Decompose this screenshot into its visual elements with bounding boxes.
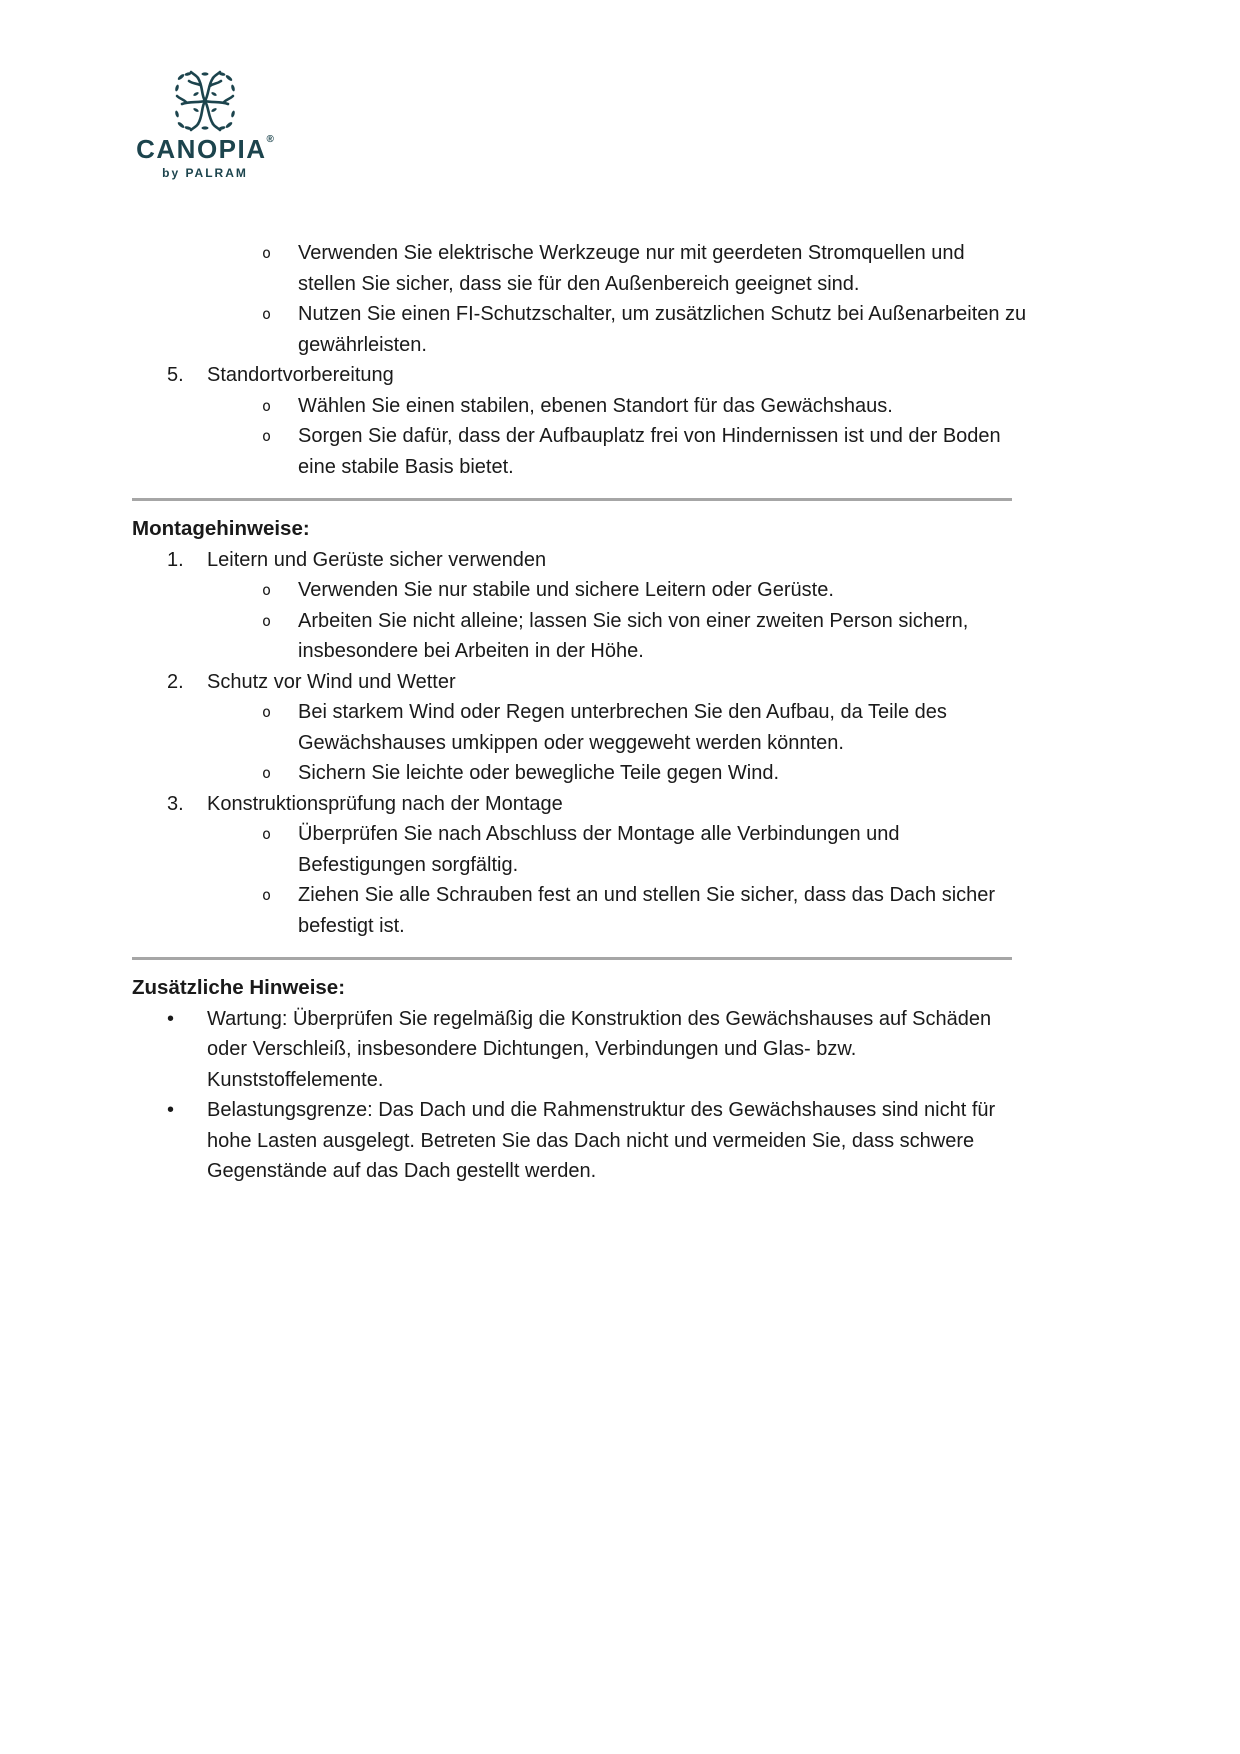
item-number: 1.: [167, 548, 184, 571]
sub-bullet-text: Sorgen Sie dafür, dass der Aufbauplatz frei von Hindernissen ist und der Boden eine stabile Basis bietet.: [298, 425, 1001, 478]
sub-bullet-text: Sichern Sie leichte oder bewegliche Teile gegen Wind.: [298, 762, 780, 784]
sub-bullet-text: Wählen Sie einen stabilen, ebenen Standort für das Gewächshaus.: [298, 394, 893, 417]
sub-bullet-item: [132, 299, 1028, 360]
sub-bullet-text: Überprüfen Sie nach Abschluss der Montage alle Verbindungen und Befestigungen sorgfältig.: [298, 823, 900, 876]
circle-bullet-icon: o: [262, 427, 272, 445]
bullet-item: [132, 1004, 1028, 1096]
circle-bullet-icon: o: [262, 611, 272, 630]
section-zusaetzliche-hinweise: [132, 973, 1028, 1187]
sub-bullet-item: [132, 575, 1028, 606]
sub-bullet-item: [132, 697, 1028, 758]
bullet-item: [132, 1095, 1028, 1187]
section-heading: Zusätzliche Hinweise:: [132, 976, 346, 999]
circle-bullet-icon: o: [262, 703, 272, 721]
numbered-item: [132, 667, 1028, 698]
document-content: [132, 238, 1028, 1187]
circle-bullet-icon: o: [262, 764, 272, 782]
sub-bullet-item: [132, 421, 1028, 482]
sub-bullet-item: [132, 880, 1028, 941]
sub-bullet-item: [132, 391, 1028, 422]
sub-bullet-item: [132, 758, 1028, 789]
registered-trademark-symbol: ®: [266, 134, 274, 145]
sub-bullet-text: Verwenden Sie elektrische Werkzeuge nur mit geerdeten Stromquellen und stellen Sie sicher, dass sie für den Außenbereich geeignet sind.: [298, 242, 965, 295]
disc-bullet-icon: •: [167, 1007, 175, 1030]
canopia-logo: [136, 70, 274, 180]
section-heading: Montagehinweise:: [132, 517, 310, 540]
circle-bullet-icon: o: [262, 825, 272, 843]
canopia-tree-icon: [172, 70, 238, 132]
sub-bullet-item: [132, 606, 1028, 667]
circle-bullet-icon: o: [262, 886, 272, 904]
item-title: Standortvorbereitung: [207, 364, 394, 386]
sub-bullet-item: [132, 819, 1028, 880]
bullet-text: Wartung: Überprüfen Sie regelmäßig die Konstruktion des Gewächshauses auf Schäden oder Verschleiß, insbesondere Dichtungen, Verbindungen und Glas- bzw. Kunststoffelemente.: [207, 1007, 992, 1091]
bullet-text: Belastungsgrenze: Das Dach und die Rahmenstruktur des Gewächshauses sind nicht für hohe Lasten ausgelegt. Betreten Sie das Dach nicht und vermeiden Sie, dass schwere Gegenstände auf das Dach gestellt werden.: [207, 1099, 996, 1182]
numbered-item: [132, 360, 1028, 391]
circle-bullet-icon: o: [262, 396, 272, 415]
item-number: 5.: [167, 364, 184, 386]
logo-tagline: by PALRAM: [162, 166, 248, 180]
section-montagehinweise: [132, 514, 1028, 941]
item-number: 2.: [167, 670, 184, 693]
numbered-item: [132, 789, 1028, 820]
circle-bullet-icon: o: [262, 581, 272, 599]
section-divider: [132, 498, 1012, 501]
numbered-item: [132, 545, 1028, 576]
sub-bullet-text: Nutzen Sie einen FI-Schutzschalter, um zusätzlichen Schutz bei Außenarbeiten zu gewährleisten.: [298, 303, 1027, 356]
circle-bullet-icon: o: [262, 305, 272, 323]
item-number: 3.: [167, 792, 184, 815]
logo-brand-text: CANOPIA: [136, 134, 267, 164]
sub-bullet-text: Verwenden Sie nur stabile und sichere Leitern oder Gerüste.: [298, 579, 834, 601]
item-title: Schutz vor Wind und Wetter: [207, 670, 456, 693]
section-divider: [132, 957, 1012, 960]
section-site-preparation: [132, 238, 1028, 482]
sub-bullet-text: Arbeiten Sie nicht alleine; lassen Sie sich von einer zweiten Person sichern, insbesondere bei Arbeiten in der Höhe.: [298, 609, 969, 662]
circle-bullet-icon: o: [262, 244, 272, 262]
sub-bullet-text: Ziehen Sie alle Schrauben fest an und stellen Sie sicher, dass das Dach sicher befestigt ist.: [298, 884, 996, 937]
sub-bullet-text: Bei starkem Wind oder Regen unterbrechen Sie den Aufbau, da Teile des Gewächshauses umkippen oder weggeweht werden könnten.: [298, 701, 947, 754]
logo-brand-name: [136, 134, 274, 164]
disc-bullet-icon: •: [167, 1099, 175, 1121]
sub-bullet-item: [132, 238, 1028, 299]
item-title: Konstruktionsprüfung nach der Montage: [207, 792, 563, 815]
item-title: Leitern und Gerüste sicher verwenden: [207, 548, 547, 571]
